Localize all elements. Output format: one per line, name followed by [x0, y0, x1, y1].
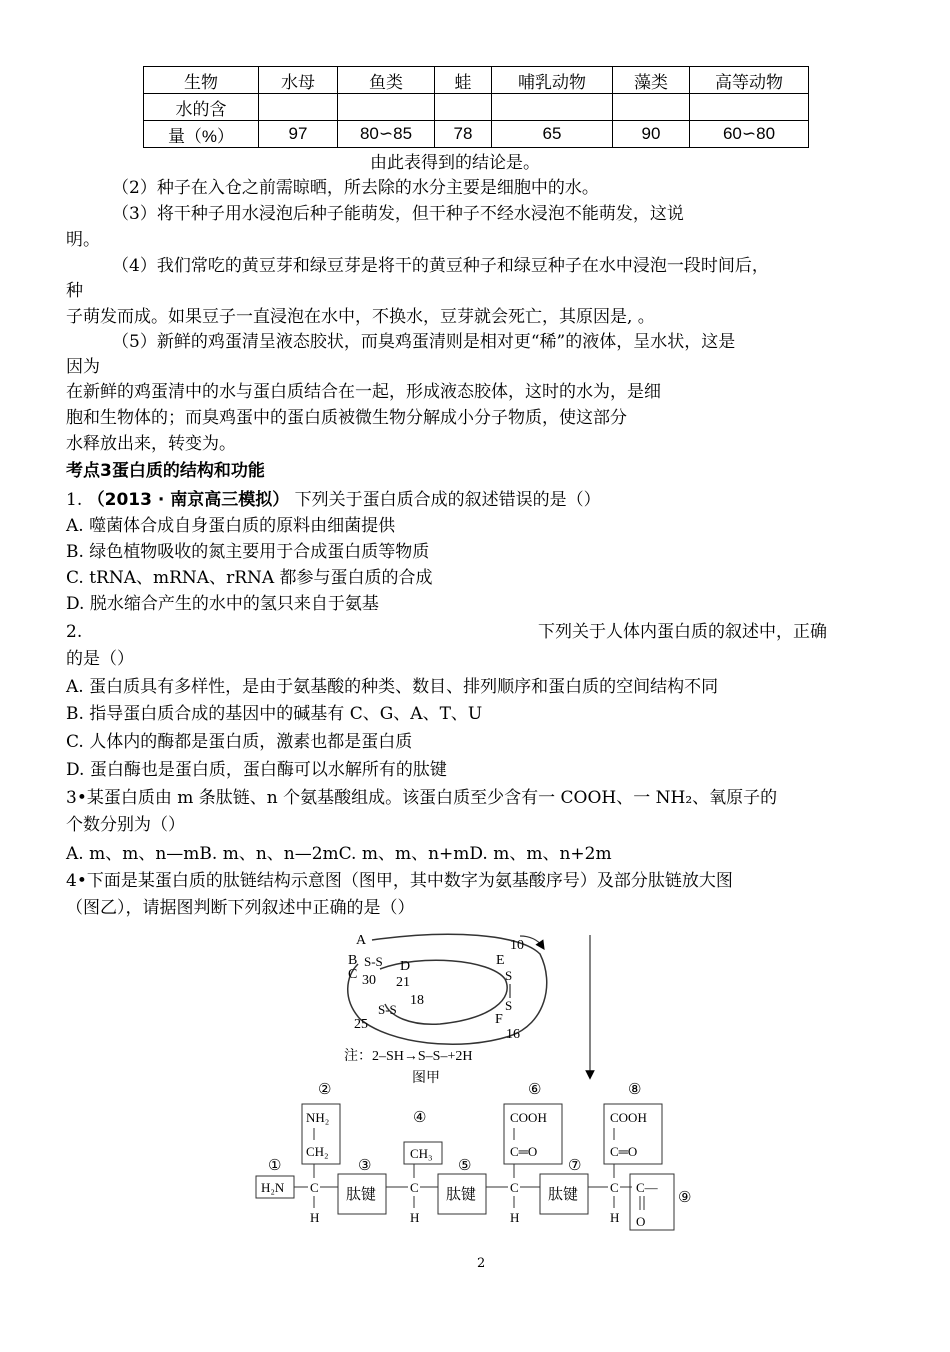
mc3-stem-line1: 3•某蛋白质由 m 条肽链、n 个氨基酸组成。该蛋白质至少含有一 COOH、一 NH₂、氧原子的 — [66, 788, 778, 808]
label-25: 25 — [354, 1017, 368, 1032]
mc2-option-c: C. 人体内的酶都是蛋白质，激素也都是蛋白质 — [66, 732, 413, 752]
mc1-stem — [66, 489, 601, 511]
mc2-option-b: B. 指导蛋白质合成的基因中的碱基有 C、G、A、T、U — [66, 704, 483, 724]
circled-1: ① — [268, 1158, 282, 1174]
peptide-bond-3: 肽键 — [548, 1187, 579, 1203]
peptide-bond-2: 肽键 — [446, 1187, 477, 1203]
mc1-option-a: A. 噬菌体合成自身蛋白质的原料由细菌提供 — [66, 516, 396, 536]
s-atom-1: S — [505, 968, 513, 983]
circled-7: ⑦ — [568, 1158, 582, 1174]
circled-5: ⑤ — [458, 1158, 472, 1174]
s-atom-2: S — [505, 998, 513, 1013]
question-2: （2）种子在入仓之前需晾晒，所去除的水分主要是细胞中的水。 — [112, 178, 599, 198]
down-arrow — [575, 935, 605, 1085]
table-row-label: 量（%） — [144, 121, 259, 148]
carbonyl-1: C═O — [510, 1144, 538, 1159]
label-30: 30 — [362, 973, 376, 988]
table-cell: 80∽85 — [338, 121, 435, 148]
nh2-group: NH₂ — [306, 1110, 330, 1125]
question-5-line3: 在新鲜的鸡蛋清中的水与蛋白质结合在一起，形成液态胶体，这时的水为，是细 — [66, 382, 661, 402]
hydrogen-4: H — [610, 1210, 620, 1225]
table-cell: 97 — [259, 121, 338, 148]
label-B: B — [348, 953, 358, 968]
table-cell: 90 — [613, 121, 690, 148]
mc1-option-d: D. 脱水缩合产生的水中的氢只来自于氨基 — [66, 594, 379, 614]
figure-jia-note: 注：2–SH→S–S–+2H — [344, 1049, 473, 1064]
circled-9: ⑨ — [678, 1190, 692, 1206]
section-title: 考点3蛋白质的结构和功能 — [66, 461, 265, 481]
circled-4: ④ — [413, 1110, 427, 1126]
question-4-line2: 种 — [66, 281, 83, 301]
mc2-option-a: A. 蛋白质具有多样性，是由于氨基酸的种类、数目、排列顺序和蛋白质的空间结构不同 — [66, 677, 719, 697]
mc4-stem-line2: （图乙），请据图判断下列叙述中正确的是（） — [66, 898, 415, 918]
table-header-cell: 哺乳动物 — [492, 67, 613, 94]
hydrogen-2: H — [410, 1210, 420, 1225]
mc4-stem-line1: 4•下面是某蛋白质的肽链结构示意图（图甲，其中数字为氨基酸序号）及部分肽链放大图 — [66, 871, 733, 891]
question-4-line1: （4）我们常吃的黄豆芽和绿豆芽是将干的黄豆种子和绿豆种子在水中浸泡一段时间后， — [112, 256, 769, 276]
ch2-group: CH₂ — [306, 1144, 329, 1159]
label-F: F — [495, 1012, 503, 1027]
cooh-group-2: COOH — [610, 1110, 647, 1125]
hydrogen-1: H — [310, 1210, 320, 1225]
label-D: D — [400, 959, 411, 974]
question-5-line5: 水释放出来，转变为。 — [66, 434, 236, 454]
h2n-group: H₂N — [261, 1180, 285, 1195]
label-16: 16 — [506, 1027, 520, 1042]
page-number: 2 — [477, 1256, 486, 1271]
question-5-line1: （5）新鲜的鸡蛋清呈液态胶状，而臭鸡蛋清则是相对更“稀”的液体，呈水状，这是 — [112, 332, 736, 352]
table-header-cell: 高等动物 — [690, 67, 809, 94]
mc1-source: （2013 · 南京高三模拟） — [87, 490, 290, 510]
table-header-cell: 蛙 — [435, 67, 492, 94]
table-cell: 60∽80 — [690, 121, 809, 148]
figure-yi — [248, 1078, 698, 1238]
mc2-number: 2. — [66, 622, 83, 642]
mc1-option-c: C. tRNA、mRNA、rRNA 都参与蛋白质的合成 — [66, 568, 433, 588]
label-10: 10 — [510, 938, 524, 953]
question-3-line1: （3）将干种子用水浸泡后种子能萌发，但干种子不经水浸泡不能萌发，这说 — [112, 204, 684, 224]
table-header-cell: 水母 — [259, 67, 338, 94]
mc1-question: 下列关于蛋白质合成的叙述错误的是（） — [294, 490, 601, 510]
table-header-cell: 鱼类 — [338, 67, 435, 94]
water-content-table — [143, 66, 809, 148]
table-row-label: 水的含 — [144, 94, 259, 121]
alpha-carbon-1: C — [310, 1180, 319, 1195]
question-5-line2: 因为 — [66, 357, 100, 377]
mc3-options: A. m、m、n—mB. m、n、n—2mC. m、m、n+mD. m、m、n+2m — [66, 844, 612, 864]
figure-jia-caption: 图甲 — [412, 1071, 440, 1086]
mc1-option-b: B. 绿色植物吸收的氮主要用于合成蛋白质等物质 — [66, 542, 430, 562]
table-cell: 65 — [492, 121, 613, 148]
circled-2: ② — [318, 1082, 332, 1098]
table-header-cell: 生物 — [144, 67, 259, 94]
label-21: 21 — [396, 975, 410, 990]
question-4-line3: 子萌发而成。如果豆子一直浸泡在水中，不换水，豆芽就会死亡，其原因是, 。 — [66, 307, 655, 327]
terminal-carbonyl: C— — [636, 1180, 658, 1195]
question-3-line2: 明。 — [66, 230, 100, 250]
carbonyl-2: C═O — [610, 1144, 638, 1159]
label-18: 18 — [410, 993, 424, 1008]
circled-8: ⑧ — [628, 1082, 642, 1098]
ss-bond-1: S-S — [364, 954, 383, 969]
peptide-bond-1: 肽键 — [346, 1187, 377, 1203]
label-C: C — [348, 967, 358, 982]
alpha-carbon-4: C — [610, 1180, 619, 1195]
alpha-carbon-3: C — [510, 1180, 519, 1195]
mc1-number: 1. — [66, 490, 83, 510]
question-5-line4: 胞和生物体的；而臭鸡蛋中的蛋白质被微生物分解成小分子物质，使这部分 — [66, 408, 627, 428]
question-intro: 由此表得到的结论是。 — [370, 153, 540, 173]
mc2-stem-line2: 的是（） — [66, 649, 134, 669]
cooh-group-1: COOH — [510, 1110, 547, 1125]
mc3-stem-line2: 个数分别为（） — [66, 815, 185, 835]
ss-bond-2: S-S — [378, 1002, 397, 1017]
label-E: E — [496, 953, 505, 968]
circled-6: ⑥ — [528, 1082, 542, 1098]
table-header-cell: 藻类 — [613, 67, 690, 94]
table-cell: 78 — [435, 121, 492, 148]
ch3-group: CH₃ — [410, 1146, 433, 1161]
hydrogen-3: H — [510, 1210, 520, 1225]
mc2-stem-line1: 下列关于人体内蛋白质的叙述中，正确 — [538, 622, 827, 642]
label-A: A — [356, 933, 367, 948]
mc2-option-d: D. 蛋白酶也是蛋白质，蛋白酶可以水解所有的肽键 — [66, 760, 447, 780]
circled-3: ③ — [358, 1158, 372, 1174]
alpha-carbon-2: C — [410, 1180, 419, 1195]
terminal-oxygen: O — [636, 1214, 646, 1229]
